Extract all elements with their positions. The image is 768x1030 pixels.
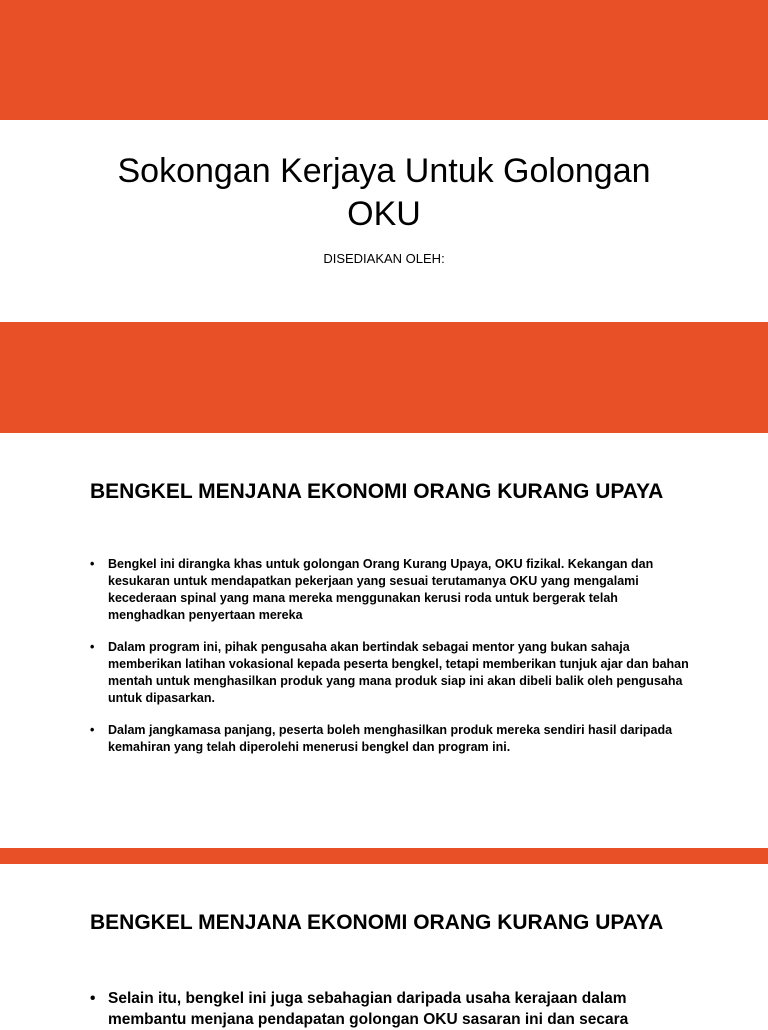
content-slide-2	[0, 433, 768, 848]
bullet-text: Selain itu, bengkel ini juga sebahagian daripada usaha kerajaan dalam membantu menjana pendapatan golongan OKU sasaran ini dan secara	[108, 990, 629, 1028]
bullet-icon: •	[90, 557, 95, 571]
slide-heading: BENGKEL MENJANA EKONOMI ORANG KURANG UPAYA	[90, 480, 664, 503]
slide-heading: BENGKEL MENJANA EKONOMI ORANG KURANG UPAYA	[90, 911, 664, 934]
list-item	[90, 722, 690, 756]
presentation-title: Sokongan Kerjaya Untuk Golongan OKU	[117, 152, 651, 233]
bullet-text: Bengkel ini dirangka khas untuk golongan Orang Kurang Upaya, OKU fizikal. Kekangan dan kesukaran untuk mendapatkan pekerjaan yang sesuai terutamanya OKU yang mengalami kecederaan spinal yang mana mereka menggunakan kerusi roda untuk bergerak telah menghadkan penyertaan mereka	[108, 557, 654, 622]
bullet-text: Dalam program ini, pihak pengusaha akan bertindak sebagai mentor yang bukan sahaja memberikan latihan vokasional kepada peserta bengkel, tetapi memberikan tunjuk ajar dan bahan mentah untuk menghasilkan produk yang mana produk siap ini akan dibeli balik oleh pengusaha untuk dipasarkan.	[108, 640, 689, 705]
bullet-icon: •	[90, 990, 96, 1007]
content-slide-3	[0, 864, 768, 1028]
top-accent-band	[0, 0, 768, 120]
list-item	[90, 639, 690, 707]
bullet-list	[90, 556, 690, 771]
bottom-accent-band	[0, 848, 768, 864]
presentation-subtitle: DISEDIAKAN OLEH:	[323, 251, 445, 266]
bullet-icon: •	[90, 640, 95, 654]
list-item	[90, 556, 690, 624]
title-slide	[0, 120, 768, 322]
middle-accent-band	[0, 322, 768, 433]
bullet-icon: •	[90, 723, 95, 737]
bullet-text: Dalam jangkamasa panjang, peserta boleh menghasilkan produk mereka sendiri hasil daripada kemahiran yang telah diperolehi menerusi bengkel dan program ini.	[108, 723, 673, 754]
